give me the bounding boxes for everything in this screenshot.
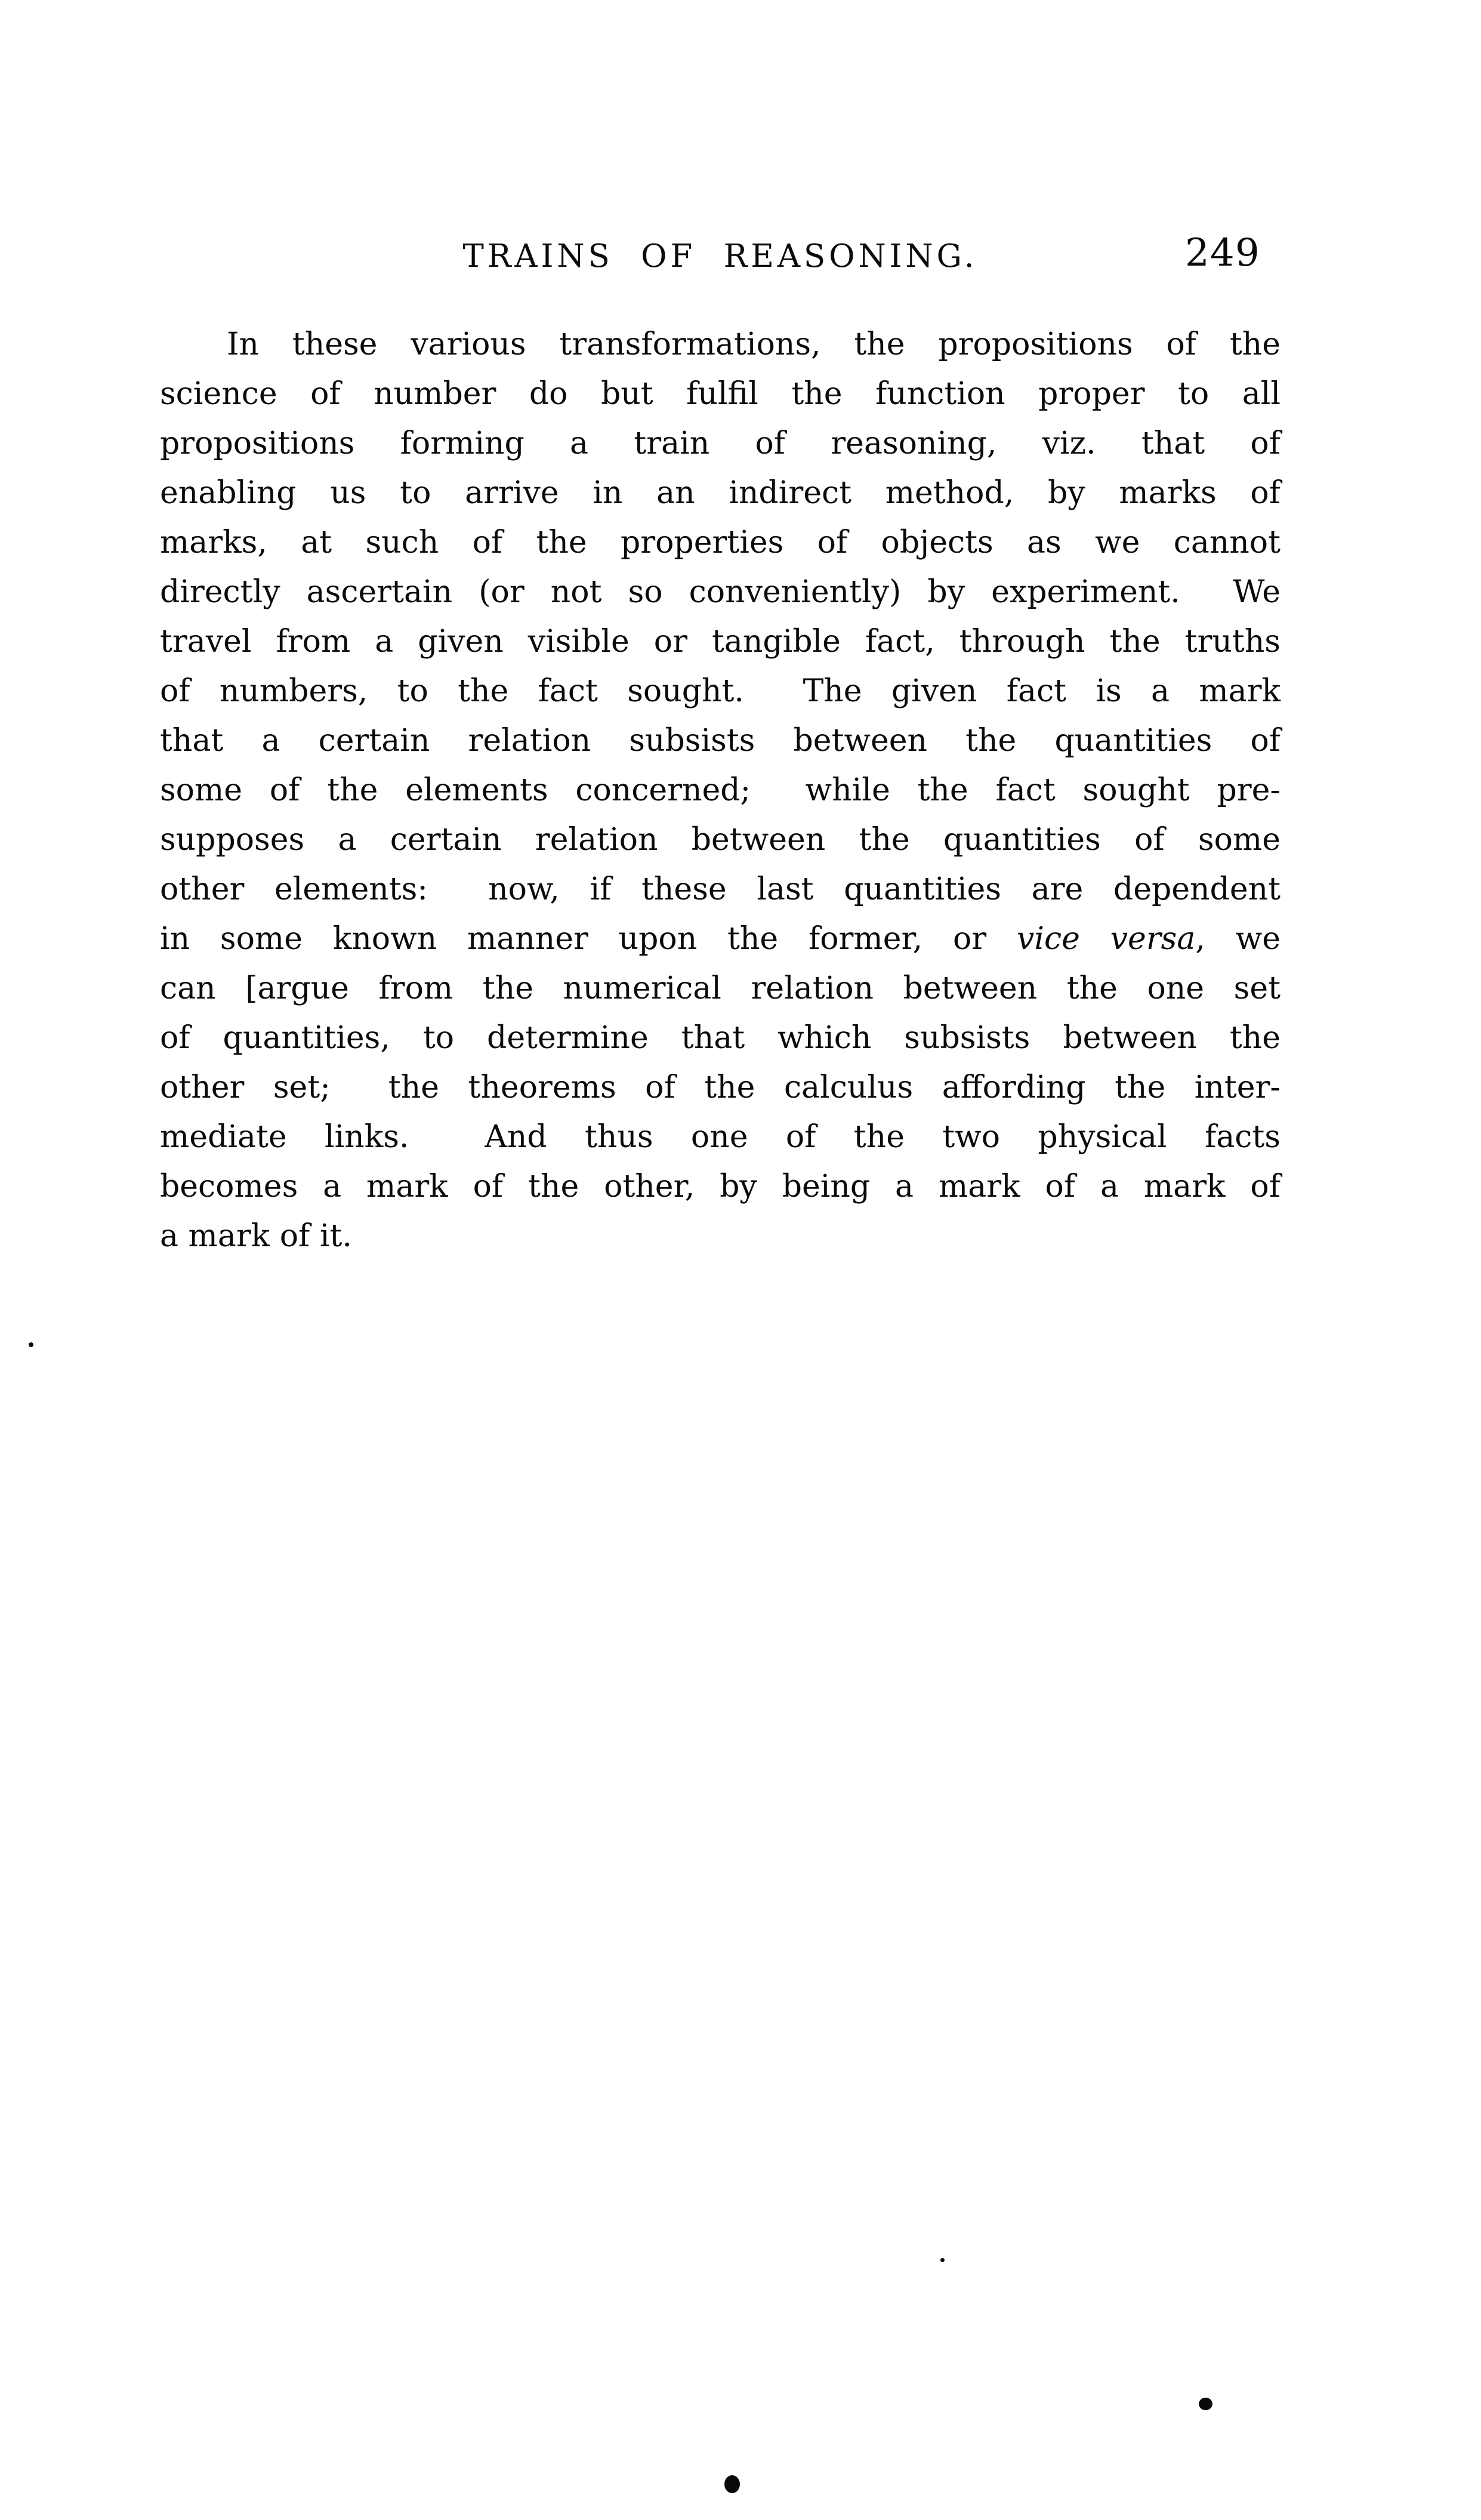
italic-text-segment: vice versa (1016, 921, 1196, 957)
text-line (160, 469, 1281, 518)
body-paragraph (160, 320, 1281, 1261)
text-line (160, 1212, 1281, 1261)
ink-speck (1199, 2398, 1212, 2410)
text-line (160, 369, 1281, 419)
text-segment: propositions forming a train of reasoning, viz. that of (160, 426, 1281, 461)
text-segment: mediate links. And thus one of the two physical facts (160, 1119, 1281, 1155)
text-line (160, 568, 1281, 617)
text-segment: some of the elements concerned; while the fact sought pre- (160, 772, 1281, 808)
text-line (160, 1013, 1281, 1063)
text-segment: of quantities, to determine that which subsists between the (160, 1020, 1281, 1056)
text-segment: travel from a given visible or tangible fact, through the truths (160, 624, 1281, 660)
text-segment: a mark of it. (160, 1218, 352, 1254)
text-segment: can [argue from the numerical relation between the one set (160, 971, 1281, 1006)
text-line (160, 865, 1281, 914)
text-segment: other elements: now, if these last quantities are dependent (160, 871, 1281, 907)
text-line (160, 914, 1281, 964)
text-line (160, 1113, 1281, 1162)
text-line (160, 716, 1281, 766)
text-segment: In these various transformations, the propositions of the (227, 326, 1281, 362)
text-segment: , we (1195, 921, 1281, 957)
running-header-title: TRAINS OF REASONING. (462, 238, 978, 275)
ink-speck (940, 2258, 945, 2262)
text-line (160, 766, 1281, 815)
text-segment: other set; the theorems of the calculus affording the inter- (160, 1070, 1281, 1105)
text-line (160, 964, 1281, 1013)
text-segment: supposes a certain relation between the quantities of some (160, 822, 1281, 858)
text-line (160, 1063, 1281, 1113)
text-segment: directly ascertain (or not so conveniently) by experiment. We (160, 574, 1281, 610)
text-line (160, 518, 1281, 568)
text-line (160, 320, 1281, 369)
text-segment: marks, at such of the properties of objects as we cannot (160, 525, 1281, 560)
ink-speck (724, 2475, 740, 2493)
text-line (160, 617, 1281, 667)
text-segment: enabling us to arrive in an indirect method, by marks of (160, 475, 1281, 511)
text-segment: science of number do but fulfil the function proper to all (160, 376, 1281, 412)
text-line (160, 815, 1281, 865)
text-line (160, 419, 1281, 469)
text-line (160, 667, 1281, 716)
text-segment: that a certain relation subsists between the quantities of (160, 723, 1281, 759)
text-segment: becomes a mark of the other, by being a mark of a mark of (160, 1169, 1281, 1204)
text-segment: in some known manner upon the former, or (160, 921, 1017, 957)
text-segment: of numbers, to the fact sought. The given fact is a mark (160, 673, 1281, 709)
ink-speck (29, 1342, 33, 1347)
page-number: 249 (1185, 231, 1260, 275)
text-line (160, 1162, 1281, 1212)
